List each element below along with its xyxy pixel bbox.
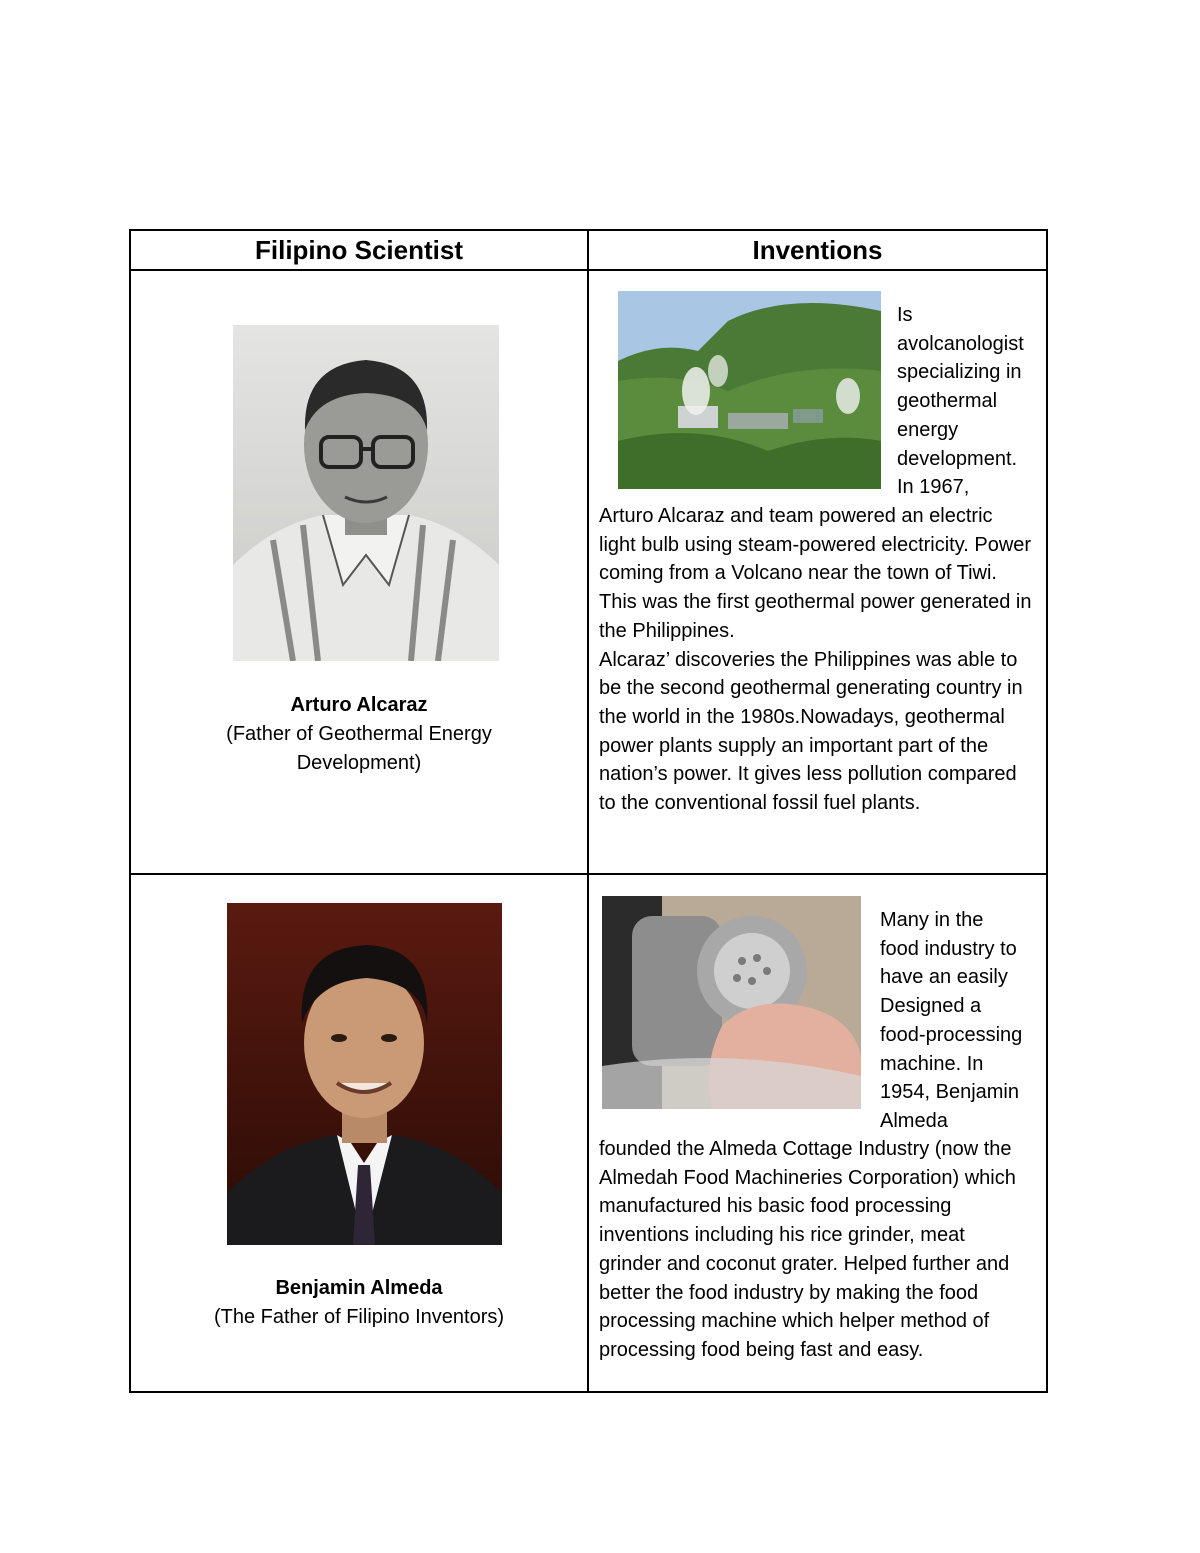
portrait-photo-icon — [227, 903, 502, 1245]
invention-cell — [588, 270, 1047, 874]
scientist-caption — [131, 691, 587, 778]
scientist-cell — [130, 874, 588, 1392]
portrait-photo-icon — [233, 325, 499, 661]
scientist-name: Arturo Alcaraz — [290, 694, 428, 716]
geothermal-plant-photo-icon — [618, 291, 881, 489]
table-row — [130, 270, 1047, 874]
scientist-cell — [130, 270, 588, 874]
scientists-table — [129, 229, 1048, 1393]
invention-paragraph: founded the Almeda Cottage Industry (now the Almedah Food Machineries Corporation) which manufactured his basic food processing inventions including his rice grinder, meat grinder and coconut grater. Helped further and better the food industry by making the food processing machine which helper method of processing food being fast and easy. — [599, 1138, 1016, 1361]
scientist-title: (The Father of Filipino Inventors) — [213, 1306, 505, 1328]
scientist-title-cont: Development) — [296, 752, 422, 774]
scientist-name: Benjamin Almeda — [275, 1277, 443, 1299]
invention-paragraph: Arturo Alcaraz and team powered an electric light bulb using steam-powered electricity. Power coming from a Volcano near the town of Tiwi. This was the first geothermal power generated in the Philippines. — [599, 505, 1032, 642]
invention-description — [599, 502, 1032, 818]
invention-paragraph: Alcaraz’ discoveries the Philippines was able to be the second geothermal generating country in the world in the 1980s.Nowadays, geothermal power plants supply an important part of the nation’s power. It gives less pollution compared to the conventional fossil fuel plants. — [599, 648, 1023, 815]
header-filipino-scientist: Filipino Scientist — [130, 230, 588, 270]
invention-cell — [588, 874, 1047, 1392]
invention-description — [599, 1135, 1032, 1365]
scientist-title: (Father of Geothermal Energy — [226, 723, 492, 745]
invention-intro-text: Many in the food industry to have an easily Designed a food-processing machine. In 1954, Benjamin Almeda — [880, 909, 1023, 1132]
header-inventions: Inventions — [588, 230, 1047, 270]
invention-intro-text: Is avolcanologist specializing in geothermal energy development. In 1967, — [897, 304, 1024, 499]
table-row — [130, 874, 1047, 1392]
header-row — [130, 230, 1047, 270]
meat-grinder-photo-icon — [602, 896, 861, 1109]
scientist-caption — [131, 1274, 587, 1332]
